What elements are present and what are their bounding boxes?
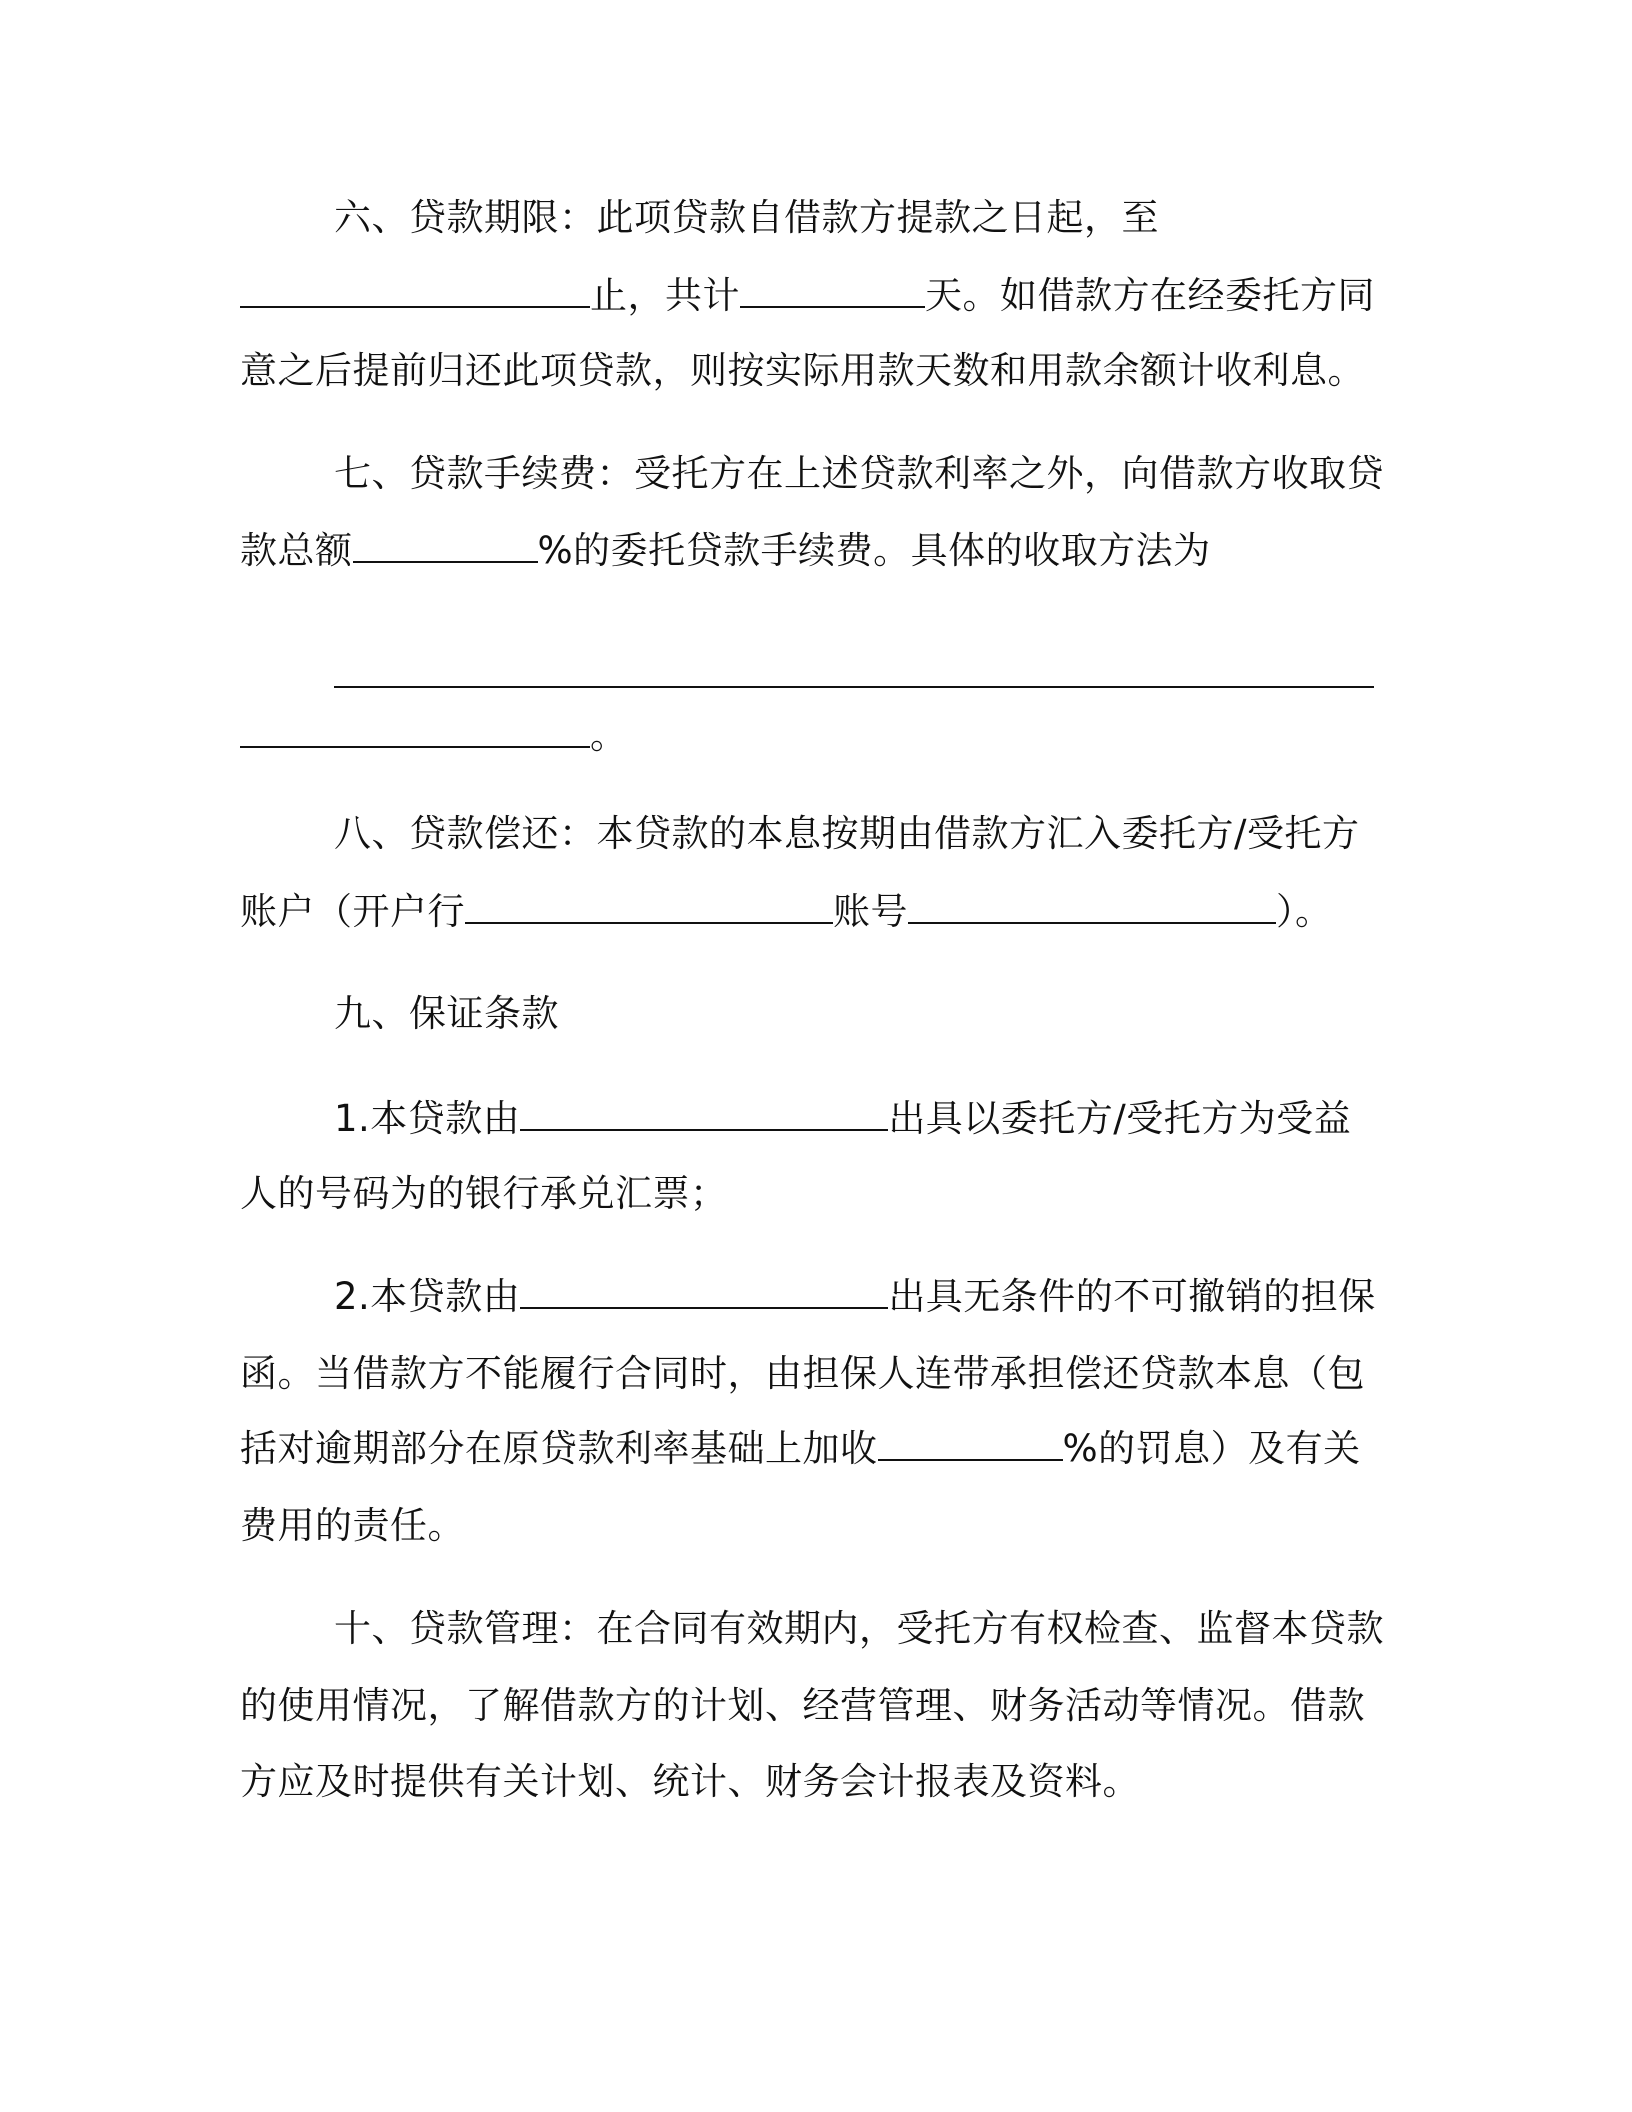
clause-10-line-3 [240,1758,1400,1806]
clause-9-item-1-line-2 [240,1170,1400,1218]
clause-10-line-2 [240,1682,1400,1730]
clause-10-text-1: 十、贷款管理：在合同有效期内，受托方有权检查、监督本贷款 [334,1607,1384,1650]
clause-9-item-2-text-3b: %的罚息）及有关 [1062,1427,1361,1470]
clause-8-text-1: 八、贷款偿还：本贷款的本息按期由借款方汇入委托方/受托方 [334,812,1360,855]
clause-6-text-3: 意之后提前归还此项贷款，则按实际用款天数和用款余额计收利息。 [240,349,1365,392]
clause-10-line-1 [334,1605,1400,1653]
clause-8-text-2b: 账号 [833,890,908,933]
clause-9-item-1-text-2: 人的号码为的银行承兑汇票； [240,1172,728,1215]
clause-7-line-2 [240,527,1400,575]
clause-9-item-1-line-1 [334,1095,1400,1143]
clause-6-line-2 [240,272,1400,320]
clause-9-item-2-text-3a: 括对逾期部分在原贷款利率基础上加收 [240,1427,878,1470]
clause-10-text-2: 的使用情况，了解借款方的计划、经营管理、财务活动等情况。借款 [240,1684,1365,1727]
guarantor-1-blank[interactable] [520,1099,888,1131]
clause-9-item-2-line-2 [240,1350,1400,1398]
clause-7-line-3 [334,652,1400,700]
clause-9-item-2-text-4: 费用的责任。 [240,1504,465,1547]
clause-9-item-2-text-a: 2.本贷款由 [334,1275,521,1318]
bank-name-blank[interactable] [465,892,833,924]
clause-9-heading [334,990,1400,1038]
clause-9-item-1-text-b: 出具以委托方/受托方为受益 [888,1097,1352,1140]
clause-7-text-2b: %的委托贷款手续费。具体的收取方法为 [537,529,1211,572]
clause-9-item-2-text-2: 函。当借款方不能履行合同时，由担保人连带承担偿还贷款本息（包 [240,1352,1365,1395]
clause-9-item-2-line-3 [240,1425,1400,1473]
clause-9-item-2-line-1 [334,1273,1400,1321]
clause-9-item-2-line-4 [240,1502,1400,1550]
clause-10-text-3: 方应及时提供有关计划、统计、财务会计报表及资料。 [240,1760,1140,1803]
fee-percent-blank[interactable] [353,531,538,563]
clause-6-text-1: 六、贷款期限：此项贷款自借款方提款之日起，至 [334,196,1159,239]
clause-6-text-2a: 止，共计 [590,274,740,317]
days-blank[interactable] [740,276,925,308]
clause-7-text-4: 。 [590,714,628,757]
clause-8-text-2c: ）。 [1276,890,1333,933]
guarantor-2-blank[interactable] [520,1277,888,1309]
clause-6-text-2b: 天。如借款方在经委托方同 [925,274,1375,317]
clause-8-line-1 [334,810,1400,858]
clause-6-line-1 [334,194,1400,242]
clause-9-item-1-text-a: 1.本贷款由 [334,1097,521,1140]
clause-6-line-3 [240,347,1400,395]
end-date-blank[interactable] [240,276,590,308]
fee-method-blank-2[interactable] [240,716,590,748]
clause-7-text-2a: 款总额 [240,529,353,572]
clause-8-text-2a: 账户（开户行 [240,890,465,933]
clause-7-line-4 [240,712,1400,760]
clause-7-text-1: 七、贷款手续费：受托方在上述贷款利率之外，向借款方收取贷 [334,452,1384,495]
clause-9-heading-text: 九、保证条款 [334,992,559,1035]
clause-7-line-1 [334,450,1400,498]
clause-8-line-2 [240,888,1400,936]
clause-9-item-2-text-b: 出具无条件的不可撤销的担保 [888,1275,1376,1318]
penalty-percent-blank[interactable] [878,1429,1063,1461]
account-number-blank[interactable] [908,892,1276,924]
fee-method-blank-1[interactable] [334,656,1374,688]
